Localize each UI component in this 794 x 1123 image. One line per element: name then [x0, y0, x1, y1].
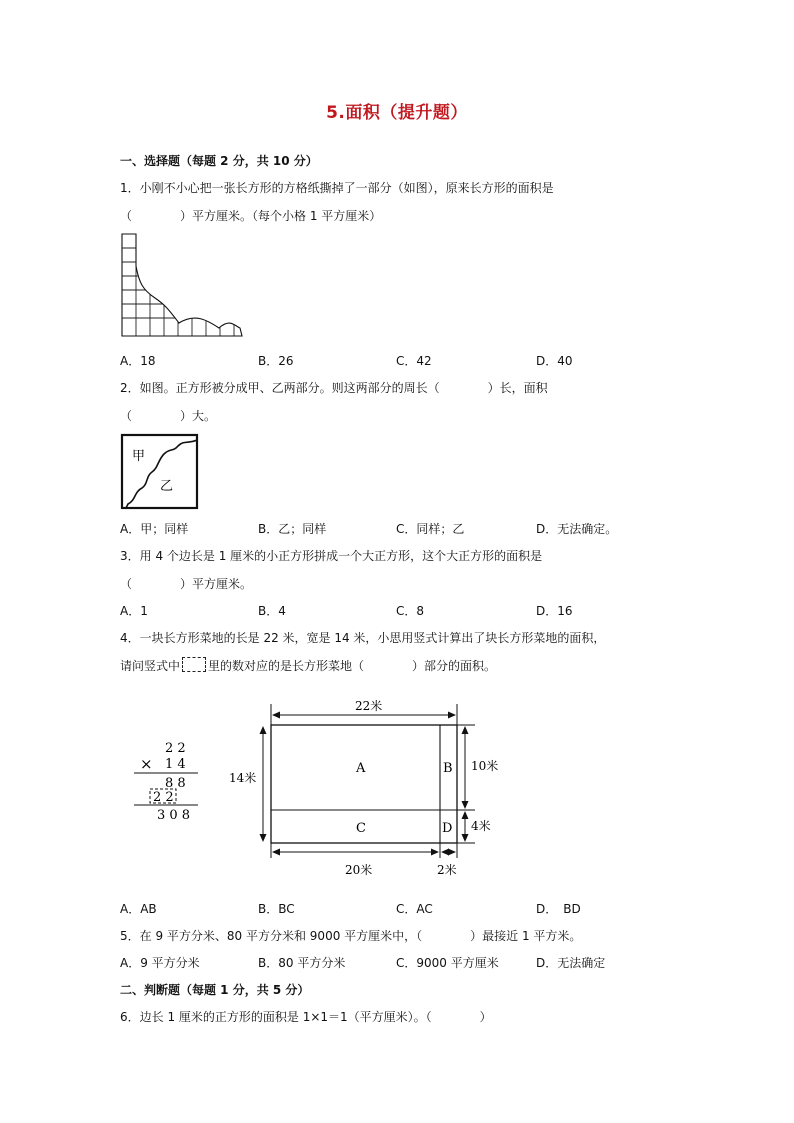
q4-line2-end: 里的数对应的是长方形菜地（ ）部分的面积。: [208, 659, 497, 673]
dashed-box-icon: [182, 657, 206, 672]
section-heading-judgement: 二、判断题（每题 1 分，共 5 分）: [120, 983, 310, 997]
q1-option-a: A．18: [120, 354, 156, 368]
label-jia: 甲: [132, 449, 146, 464]
q4-option-d: D． BD: [536, 902, 581, 916]
dim-right-top: 10米: [471, 759, 499, 773]
q5-option-a: A．9 平方分米: [120, 956, 200, 970]
region-c: C: [356, 821, 366, 836]
page-title: 5.面积（提升题）: [326, 103, 468, 123]
question-3-text: 3．用 4 个边长是 1 厘米的小正方形拼成一个大正方形，这个大正方形的面积是: [120, 549, 543, 563]
q4-option-b: B．BC: [258, 902, 295, 916]
q3-option-a: A．1: [120, 604, 148, 618]
q4-option-c: C．AC: [396, 902, 433, 916]
field-rectangle-diagram: [225, 690, 515, 885]
q5-option-c: C．9000 平方厘米: [396, 956, 499, 970]
q1-option-d: D．40: [536, 354, 573, 368]
calc-row-5: 3 0 8: [157, 808, 191, 823]
dim-bottom-left: 20米: [345, 863, 373, 877]
question-3-text-cont: （ ）平方厘米。: [120, 577, 253, 591]
label-yi: 乙: [160, 479, 174, 494]
times-sign: ×: [140, 755, 153, 773]
question-2-text: 2．如图。正方形被分成甲、乙两部分。则这两部分的周长（ ）长，面积: [120, 381, 548, 395]
q5-option-d: D．无法确定: [536, 956, 606, 970]
q1-option-b: B．26: [258, 354, 294, 368]
calc-row-3: 8 8: [165, 776, 186, 791]
question-1-text-cont: （ ）平方厘米。（每个小格 1 平方厘米）: [120, 209, 382, 223]
dim-left: 14米: [229, 771, 257, 785]
question-6-text: 6．边长 1 厘米的正方形的面积是 1×1＝1（平方厘米）。（ ）: [120, 1010, 492, 1024]
dim-top: 22米: [355, 699, 383, 713]
q2-option-d: D．无法确定。: [536, 522, 618, 536]
q1-option-c: C．42: [396, 354, 432, 368]
q3-option-c: C．8: [396, 604, 425, 618]
q2-option-b: B．乙；同样: [258, 522, 327, 536]
q2-option-a: A．甲；同样: [120, 522, 189, 536]
dim-right-bottom: 4米: [471, 819, 491, 833]
q3-option-b: B．4: [258, 604, 286, 618]
vertical-multiplication: [128, 735, 208, 825]
question-5-text: 5．在 9 平方分米、80 平方分米和 9000 平方厘米中，（ ）最接近 1 平方米。: [120, 929, 582, 943]
section-heading-choice: 一、选择题（每题 2 分，共 10 分）: [120, 154, 318, 168]
question-1-text: 1．小刚不小心把一张长方形的方格纸撕掉了一部分（如图），原来长方形的面积是: [120, 181, 554, 195]
region-d: D: [442, 821, 453, 836]
question-2-text-cont: （ ）大。: [120, 409, 217, 423]
question-4-text-cont: [120, 657, 496, 674]
region-b: B: [443, 761, 453, 776]
q4-line2-start: 请问竖式中: [120, 659, 181, 673]
q5-option-b: B．80 平方分米: [258, 956, 346, 970]
q4-option-a: A．AB: [120, 902, 157, 916]
region-a: A: [356, 761, 366, 776]
dim-bottom-right: 2米: [437, 863, 457, 877]
q3-option-d: D．16: [536, 604, 573, 618]
calc-row-4: 2 2: [153, 790, 174, 805]
calc-row-2: 1 4: [165, 757, 186, 772]
q2-option-c: C．同样；乙: [396, 522, 465, 536]
calc-row-1: 2 2: [165, 741, 186, 756]
divided-square-figure: [118, 432, 200, 512]
question-4-text: 4．一块长方形菜地的长是 22 米，宽是 14 米，小思用竖式计算出了块长方形菜地的面积，: [120, 631, 606, 645]
torn-grid-figure: [115, 228, 250, 340]
